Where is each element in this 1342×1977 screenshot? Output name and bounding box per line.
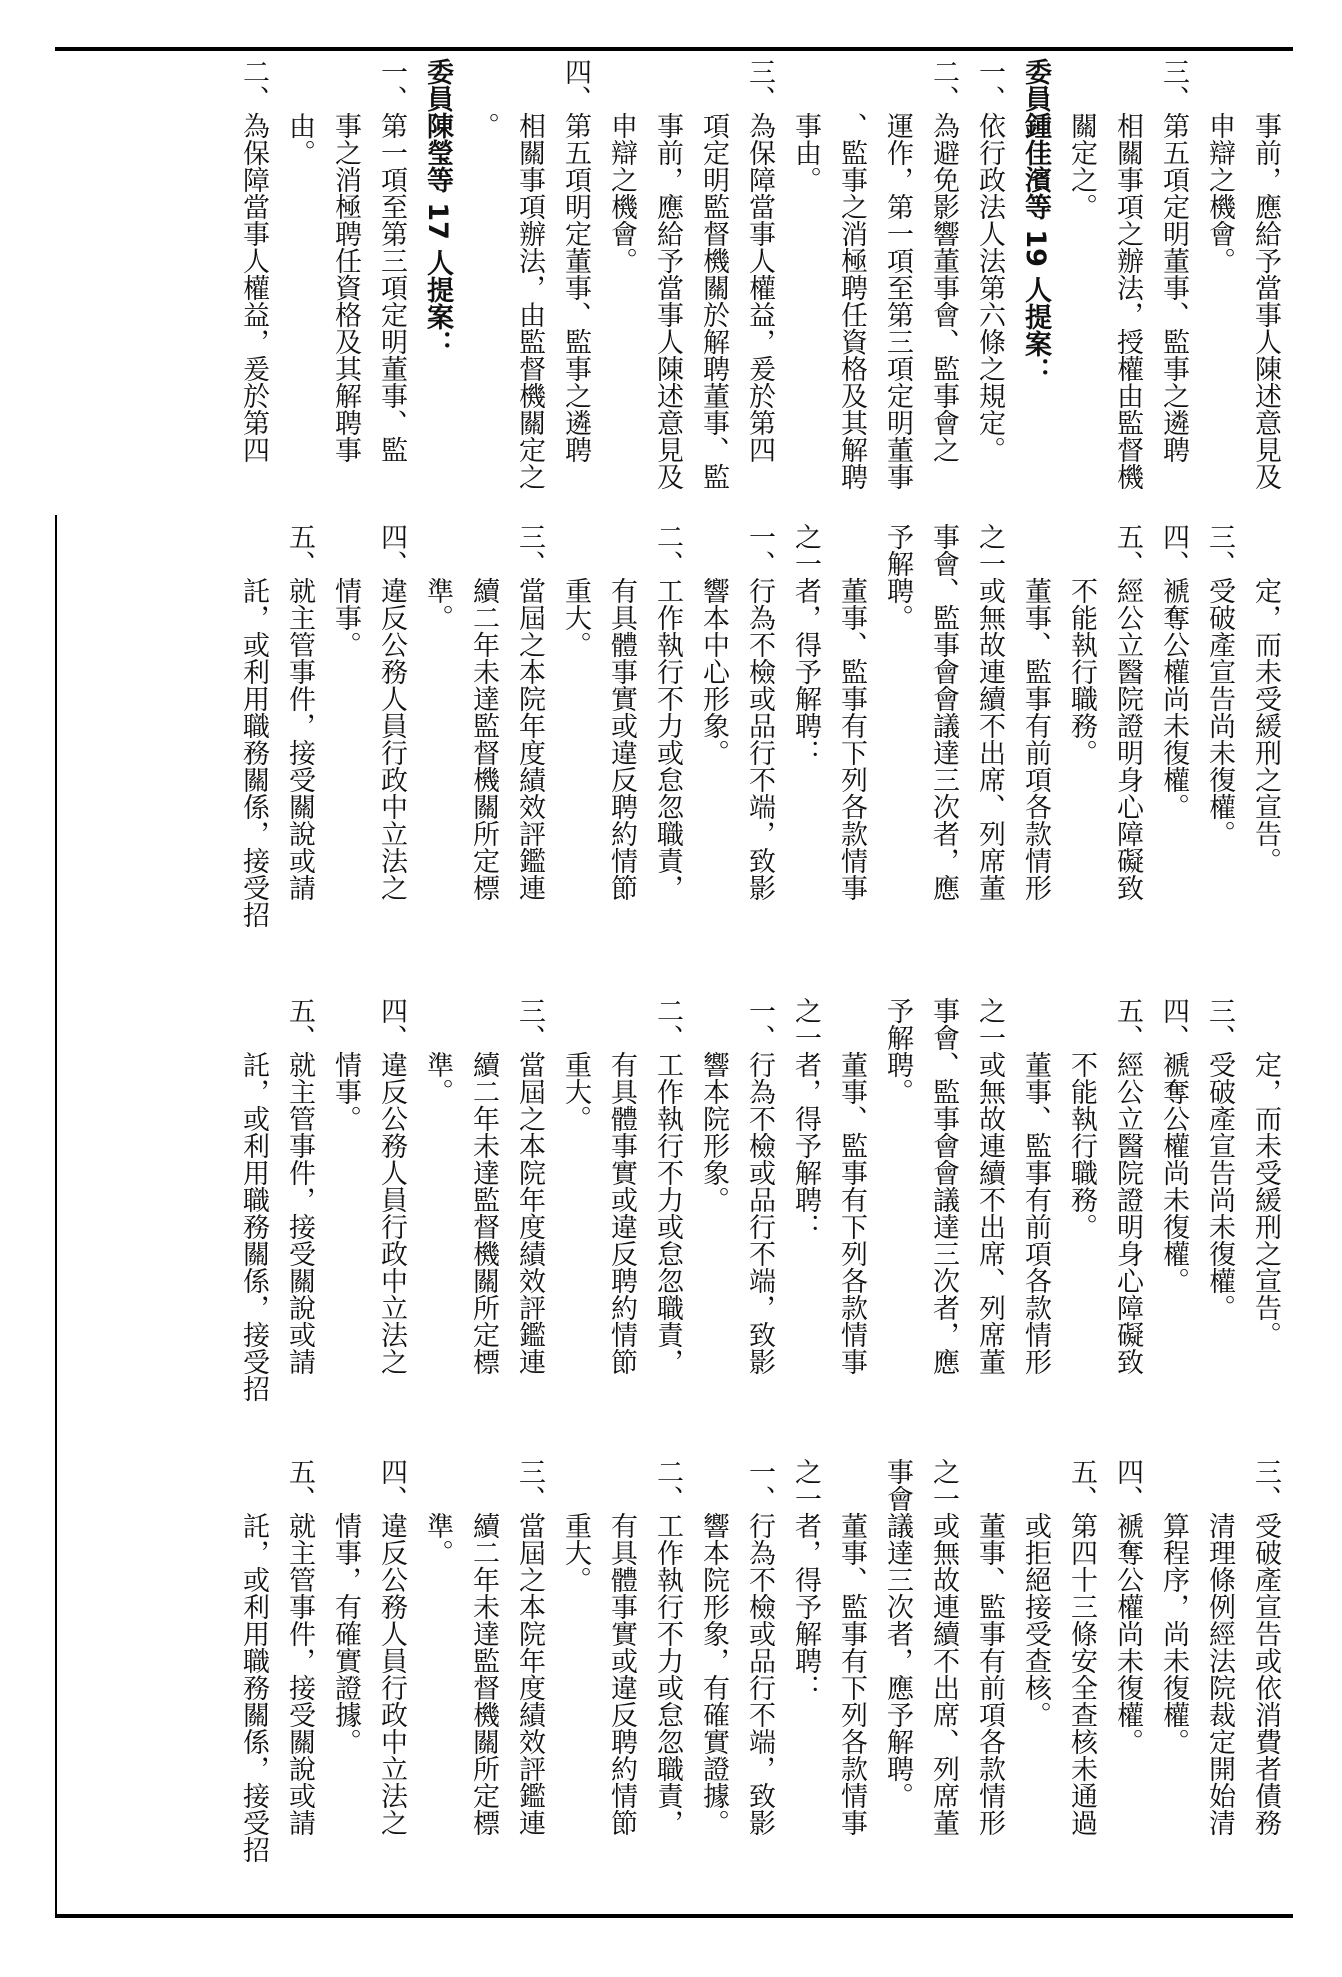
text-line: 情事。 bbox=[330, 997, 361, 1132]
text-line: 董事、監事有前項各款情形 bbox=[1020, 523, 1051, 901]
text-line: 五、經公立醫院證明身心障礙致 bbox=[1112, 997, 1143, 1375]
text-line: 五、第四十三條安全查核未通過 bbox=[1066, 1458, 1097, 1836]
text-line: 一、第一項至第三項定明董事、監 bbox=[376, 58, 407, 463]
column-text bbox=[66, 523, 1288, 983]
text-line: 一、行為不檢或品行不端，致影 bbox=[744, 997, 775, 1375]
text-line: 或拒絕接受查核。 bbox=[1020, 1458, 1051, 1728]
text-line: 四、第五項明定董事、監事之遴聘 bbox=[560, 58, 591, 463]
text-line: 相關事項辦法，由監督機關定之 bbox=[514, 58, 545, 490]
document-column-3 bbox=[66, 523, 1288, 983]
text-line: 事會、監事會會議達三次者，應 bbox=[928, 997, 959, 1375]
column-text bbox=[66, 997, 1288, 1443]
column-text bbox=[66, 58, 1288, 508]
column-divider bbox=[55, 1450, 57, 1914]
text-line: 事前，應給予當事人陳述意見及 bbox=[652, 58, 683, 490]
text-line: 響本院形象，有確實證據。 bbox=[698, 1458, 729, 1836]
document-column-2 bbox=[66, 997, 1288, 1443]
column-divider bbox=[55, 515, 57, 989]
text-line: 一、依行政法人法第六條之規定。 bbox=[974, 58, 1005, 463]
text-line: 予解聘。 bbox=[882, 523, 913, 631]
text-line: 託，或利用職務關係，接受招 bbox=[238, 997, 269, 1402]
text-line: 董事、監事有下列各款情事 bbox=[836, 997, 867, 1375]
text-line: 二、為保障當事人權益，爰於第四 bbox=[238, 58, 269, 463]
text-line: 委員陳瑩等 17 人提案： bbox=[422, 58, 453, 358]
text-line: 相關事項之辦法，授權由監督機 bbox=[1112, 58, 1143, 490]
text-line: 響本院形象。 bbox=[698, 997, 729, 1213]
text-line: 三、第五項定明董事、監事之遴聘 bbox=[1158, 58, 1189, 463]
text-line: 一、行為不檢或品行不端，致影 bbox=[744, 523, 775, 901]
column-text bbox=[66, 1458, 1288, 1906]
text-line: 重大。 bbox=[560, 997, 591, 1132]
text-line: 響本中心形象。 bbox=[698, 523, 729, 766]
text-line: 三、受破產宣告尚未復權。 bbox=[1204, 997, 1235, 1321]
document-column-4 bbox=[66, 58, 1288, 508]
text-line: 定，而未受緩刑之宣告。 bbox=[1250, 523, 1281, 874]
text-line: 關定之。 bbox=[1066, 58, 1097, 220]
text-line: 清理條例經法院裁定開始清 bbox=[1204, 1458, 1235, 1836]
text-line: 事之消極聘任資格及其解聘事 bbox=[330, 58, 361, 463]
text-line: 五、就主管事件，接受關說或請 bbox=[284, 1458, 315, 1836]
text-line: 有具體事實或違反聘約情節 bbox=[606, 523, 637, 901]
text-line: 四、褫奪公權尚未復權。 bbox=[1158, 997, 1189, 1294]
text-line: 續二年未達監督機關所定標 bbox=[468, 523, 499, 901]
text-line: 託，或利用職務關係，接受招 bbox=[238, 1458, 269, 1863]
text-line: 申辯之機會。 bbox=[606, 58, 637, 274]
text-line: 之一者，得予解聘： bbox=[790, 1458, 821, 1701]
text-line: 不能執行職務。 bbox=[1066, 997, 1097, 1240]
document-column-1 bbox=[66, 1458, 1288, 1906]
text-line: 四、違反公務人員行政中立法之 bbox=[376, 523, 407, 901]
text-line: 三、當屆之本院年度績效評鑑連 bbox=[514, 1458, 545, 1836]
text-line: 三、受破產宣告或依消費者債務 bbox=[1250, 1458, 1281, 1836]
text-line: 五、經公立醫院證明身心障礙致 bbox=[1112, 523, 1143, 901]
text-line: 託，或利用職務關係，接受招 bbox=[238, 523, 269, 928]
text-line: 之一或無故連續不出席、列席董 bbox=[928, 1458, 959, 1836]
text-line: 二、工作執行不力或怠忽職責， bbox=[652, 523, 683, 901]
text-line: 事由。 bbox=[790, 58, 821, 193]
column-divider bbox=[55, 989, 57, 1450]
text-line: 四、違反公務人員行政中立法之 bbox=[376, 997, 407, 1375]
text-line: 準。 bbox=[422, 523, 453, 631]
text-line: 予解聘。 bbox=[882, 997, 913, 1105]
text-line: 二、為避免影響董事會、監事會之 bbox=[928, 58, 959, 463]
text-line: 事會、監事會會議達三次者，應 bbox=[928, 523, 959, 901]
text-line: 事會議達三次者，應予解聘。 bbox=[882, 1458, 913, 1809]
text-line: 、監事之消極聘任資格及其解聘 bbox=[836, 58, 867, 490]
text-line: 準。 bbox=[422, 997, 453, 1105]
text-line: 一、行為不檢或品行不端，致影 bbox=[744, 1458, 775, 1836]
top-rule bbox=[55, 47, 1293, 51]
bottom-rule bbox=[55, 1914, 1293, 1918]
text-line: 三、為保障當事人權益，爰於第四 bbox=[744, 58, 775, 463]
text-line: 定，而未受緩刑之宣告。 bbox=[1250, 997, 1281, 1348]
text-line: 二、工作執行不力或怠忽職責， bbox=[652, 997, 683, 1375]
text-line: 三、當屆之本院年度績效評鑑連 bbox=[514, 997, 545, 1375]
text-line: 董事、監事有前項各款情形 bbox=[974, 1458, 1005, 1836]
text-line: 之一或無故連續不出席、列席董 bbox=[974, 523, 1005, 901]
text-line: 四、褫奪公權尚未復權。 bbox=[1112, 1458, 1143, 1755]
text-line: 之一或無故連續不出席、列席董 bbox=[974, 997, 1005, 1375]
text-line: 董事、監事有前項各款情形 bbox=[1020, 997, 1051, 1375]
text-line: 二、工作執行不力或怠忽職責， bbox=[652, 1458, 683, 1836]
text-line: 運作，第一項至第三項定明董事 bbox=[882, 58, 913, 490]
text-line: 情事，有確實證據。 bbox=[330, 1458, 361, 1755]
text-line: 五、就主管事件，接受關說或請 bbox=[284, 523, 315, 901]
text-line: 事前，應給予當事人陳述意見及 bbox=[1250, 58, 1281, 490]
text-line: 不能執行職務。 bbox=[1066, 523, 1097, 766]
text-line: 董事、監事有下列各款情事 bbox=[836, 523, 867, 901]
text-line: 有具體事實或違反聘約情節 bbox=[606, 997, 637, 1375]
text-line: 三、受破產宣告尚未復權。 bbox=[1204, 523, 1235, 847]
text-line: 三、當屆之本院年度績效評鑑連 bbox=[514, 523, 545, 901]
text-line: 項定明監督機關於解聘董事、監 bbox=[698, 58, 729, 490]
text-line: 委員鍾佳濱等 19 人提案： bbox=[1020, 58, 1051, 385]
text-line: 董事、監事有下列各款情事 bbox=[836, 1458, 867, 1836]
text-line: 申辯之機會。 bbox=[1204, 58, 1235, 274]
text-line: 四、違反公務人員行政中立法之 bbox=[376, 1458, 407, 1836]
text-line: 準。 bbox=[422, 1458, 453, 1566]
text-line: 有具體事實或違反聘約情節 bbox=[606, 1458, 637, 1836]
text-line: 四、褫奪公權尚未復權。 bbox=[1158, 523, 1189, 820]
text-line: 之一者，得予解聘： bbox=[790, 997, 821, 1240]
text-line: 由。 bbox=[284, 58, 315, 166]
text-line: 之一者，得予解聘： bbox=[790, 523, 821, 766]
text-line: 重大。 bbox=[560, 1458, 591, 1593]
text-line: 續二年未達監督機關所定標 bbox=[468, 997, 499, 1375]
text-line: 續二年未達監督機關所定標 bbox=[468, 1458, 499, 1836]
text-line: 算程序，尚未復權。 bbox=[1158, 1458, 1189, 1755]
text-line: 情事。 bbox=[330, 523, 361, 658]
text-line: 重大。 bbox=[560, 523, 591, 658]
text-line: 。 bbox=[468, 58, 499, 139]
text-line: 五、就主管事件，接受關說或請 bbox=[284, 997, 315, 1375]
